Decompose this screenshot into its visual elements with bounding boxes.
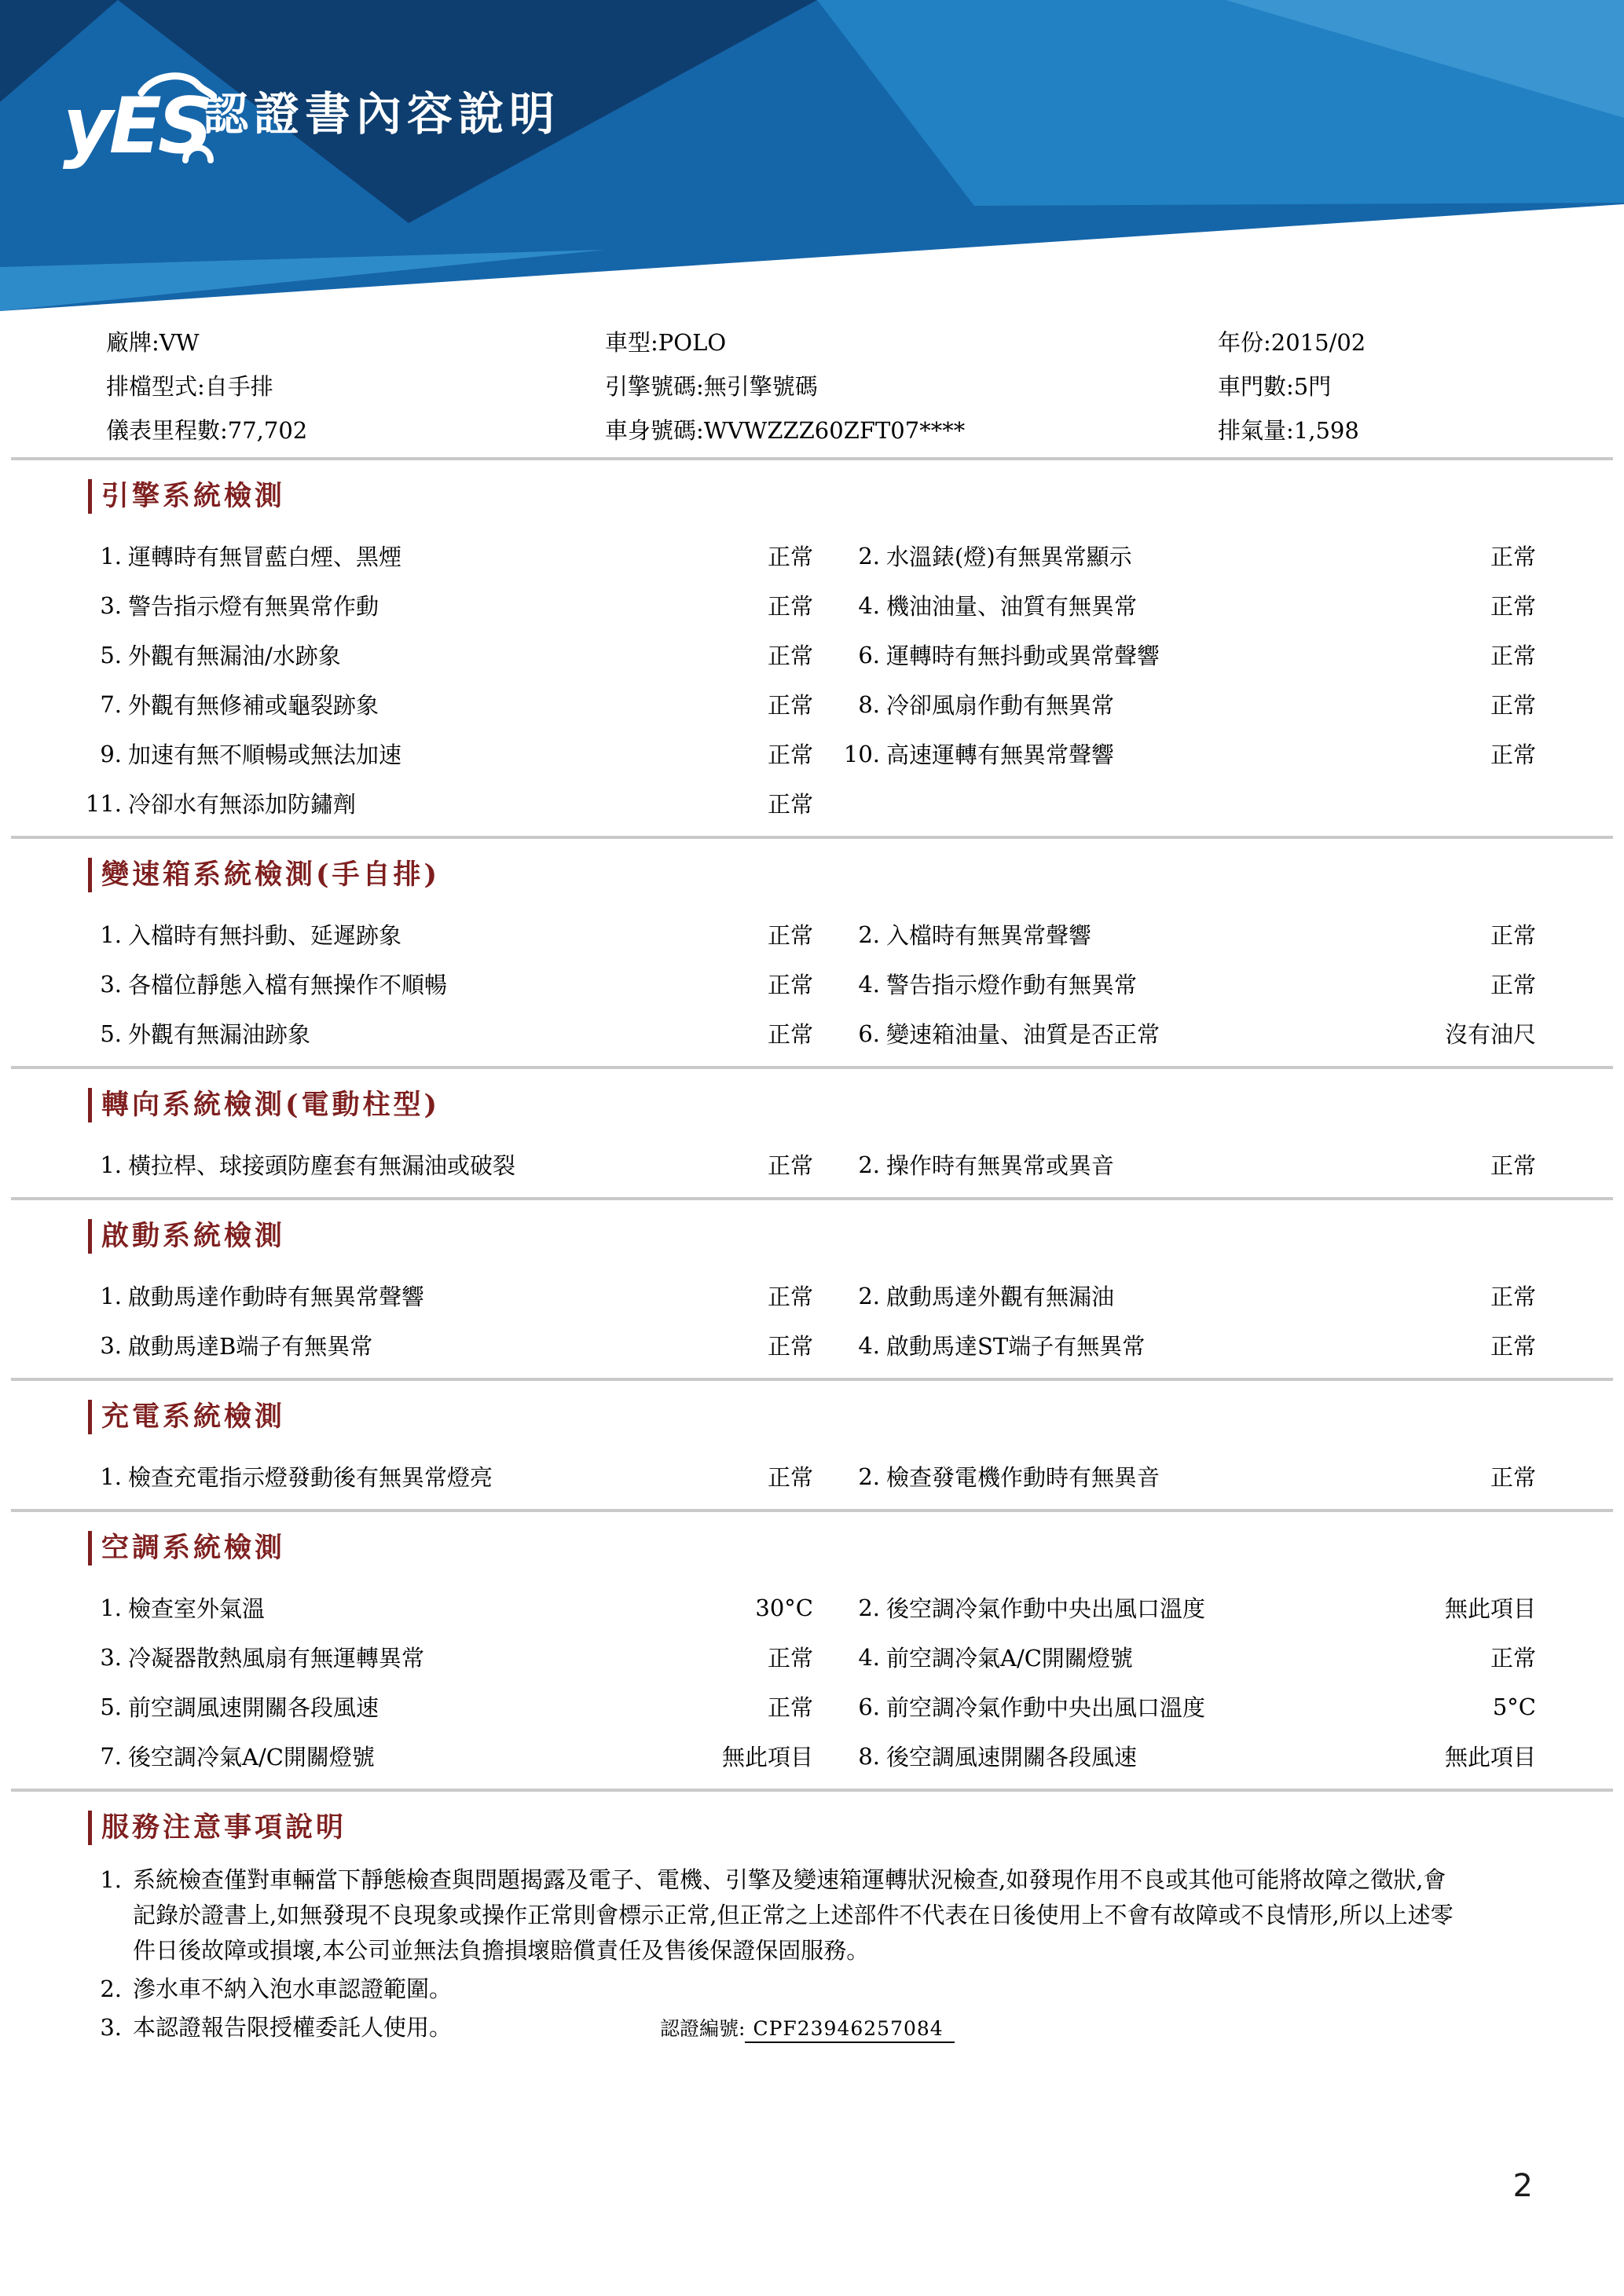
item-result: 正常 [1490,1152,1536,1179]
section-items [0,1271,1624,1370]
item-number: 5. [100,641,122,668]
vehicle-info-value: WVWZZZ60ZFT07**** [703,417,966,444]
item-result: 正常 [1490,643,1536,669]
inspection-item [837,531,1536,580]
inspection-item [837,679,1536,729]
inspection-item [79,580,813,630]
notes-title: 服務注意事項說明 [88,1811,346,1845]
vehicle-info-field [106,320,605,364]
vehicle-info-label: 車身號碼: [605,417,704,444]
inspection-item [837,580,1536,630]
item-number: 3. [100,1331,122,1359]
header-background [0,0,1624,313]
inspection-item [837,729,1536,778]
item-result: 正常 [1490,1283,1536,1310]
item-number: 2. [858,1282,880,1309]
page-title: 認證書內容說明 [203,87,561,141]
item-result: 沒有油尺 [1444,1021,1536,1048]
vehicle-info-field [1218,320,1624,364]
item-result: 正常 [767,742,813,768]
item-result: 正常 [767,1694,813,1721]
item-number: 4. [858,1643,880,1671]
notes-section [0,1792,1624,2046]
inspection-item [837,1583,1536,1632]
item-result: 正常 [1490,742,1536,768]
item-number: 4. [858,970,880,998]
item-number: 5. [100,1693,122,1720]
item-result: 正常 [767,643,813,669]
vehicle-info-label: 儀表里程數: [106,417,228,444]
item-result: 正常 [767,1152,813,1179]
item-result: 正常 [767,593,813,620]
section-items [0,1452,1624,1501]
item-number: 7. [100,690,122,718]
certificate-number-line [660,2011,955,2046]
item-number: 11. [85,789,122,817]
vehicle-info-value: 2015/02 [1270,329,1366,356]
item-label: 檢查發電機作動時有無異音 [886,1464,1160,1491]
item-label: 冷凝器散熱風扇有無運轉異常 [128,1645,425,1672]
note-item [0,1972,1624,2007]
item-label: 檢查室外氣溫 [128,1595,266,1622]
item-result: 正常 [767,544,813,570]
vehicle-info-field [106,408,605,452]
item-label: 外觀有無漏油跡象 [128,1021,311,1048]
item-result: 正常 [1490,544,1536,570]
item-label: 外觀有無修補或龜裂跡象 [128,692,379,719]
inspection-section [0,1200,1624,1381]
yes-logo-text: yES [63,82,210,171]
section-items [0,1583,1624,1781]
item-label: 啟動馬達ST端子有無異常 [886,1333,1146,1360]
item-result: 正常 [1490,1464,1536,1491]
vehicle-info-value: POLO [658,329,727,356]
item-number: 6. [858,1020,880,1047]
item-label: 高速運轉有無異常聲響 [886,742,1115,768]
note-number: 3. [100,2014,122,2041]
item-number: 2. [858,1463,880,1490]
item-number: 2. [858,1594,880,1621]
item-result: 5°C [1492,1693,1536,1720]
vehicle-info-label: 年份: [1218,329,1271,356]
section-title: 變速箱系統檢測(手自排) [88,858,440,892]
vehicle-info-label: 車型: [605,329,658,356]
item-result: 正常 [767,791,813,818]
item-label: 冷卻水有無添加防鏽劑 [128,791,357,818]
inspection-item [79,1452,813,1501]
inspection-item [837,1731,1536,1781]
item-result: 正常 [767,1645,813,1672]
inspection-sections [0,460,1624,1792]
inspection-section [0,839,1624,1069]
item-label: 前空調冷氣A/C開關燈號 [886,1645,1133,1672]
item-label: 入檔時有無抖動、延遲跡象 [128,922,402,949]
item-number: 9. [100,740,122,767]
item-label: 後空調風速開關各段風速 [886,1744,1138,1771]
vehicle-info-value: 5門 [1293,373,1332,400]
item-label: 後空調冷氣作動中央出風口溫度 [886,1595,1206,1622]
note-item [0,2010,1624,2046]
inspection-item [837,959,1536,1009]
vehicle-info-value: 77,702 [227,417,308,444]
section-items [0,531,1624,828]
note-number: 2. [100,1976,122,2002]
item-number: 7. [100,1742,122,1770]
vehicle-info-field [605,408,1218,452]
item-number: 3. [100,970,122,998]
item-number: 8. [858,1742,880,1770]
inspection-item [79,1731,813,1781]
item-label: 啟動馬達外觀有無漏油 [886,1283,1115,1310]
vehicle-info-value: 無引擎號碼 [703,373,818,400]
item-result: 30°C [755,1594,813,1621]
inspection-item [79,1583,813,1632]
item-label: 檢查充電指示燈發動後有無異常燈亮 [128,1464,493,1491]
item-label: 後空調冷氣A/C開關燈號 [128,1744,375,1771]
inspection-item [79,1140,813,1189]
section-title: 充電系統檢測 [88,1400,285,1434]
item-result: 正常 [1490,692,1536,719]
inspection-item [79,1320,813,1370]
item-result: 正常 [767,1283,813,1310]
certificate-number: CPF23946257084 [745,2017,954,2043]
item-label: 冷卻風扇作動有無異常 [886,692,1115,719]
item-label: 水溫錶(燈)有無異常顯示 [886,544,1132,570]
item-number: 6. [858,641,880,668]
inspection-section [0,1069,1624,1200]
inspection-item [837,1682,1536,1731]
item-number: 2. [858,1151,880,1178]
inspection-item [837,1271,1536,1320]
inspection-section [0,460,1624,839]
section-title: 引擎系統檢測 [88,479,285,514]
inspection-item [79,1271,813,1320]
item-number: 1. [100,1282,122,1309]
vehicle-info-grid [0,313,1624,452]
inspection-item [837,1452,1536,1501]
vehicle-info-label: 引擎號碼: [605,373,704,400]
item-label: 機油油量、油質有無異常 [886,593,1138,620]
page-number: 2 [1512,2168,1533,2204]
item-number: 2. [858,921,880,948]
item-number: 2. [858,542,880,569]
item-result: 正常 [1490,922,1536,949]
vehicle-info-value: 自手排 [204,373,273,400]
inspection-section [0,1512,1624,1792]
inspection-item [79,1682,813,1731]
note-item [0,1862,1624,1968]
item-result: 正常 [1490,972,1536,998]
item-label: 啟動馬達作動時有無異常聲響 [128,1283,425,1310]
section-items [0,910,1624,1058]
item-label: 變速箱油量、油質是否正常 [886,1021,1160,1048]
footer-background [0,2227,1624,2296]
vehicle-info-value: 1,598 [1293,417,1359,444]
note-text: 系統檢查僅對車輛當下靜態檢查與問題揭露及電子、電機、引擎及變速箱運轉狀況檢查,如發現作用不良或其他可能將故障之徵狀,會記錄於證書上,如無發現不良現象或操作正常則會標示正常,但正常之上述部件不代表在日後使用上不會有故障或不良情形,所以上述零件日後故障或損壞,本公司並無法負擔損壞賠償責任及售後保證保固服務。 [133,1866,1454,1964]
item-label: 前空調風速開關各段風速 [128,1694,379,1721]
inspection-item [79,630,813,679]
item-result: 正常 [767,1464,813,1491]
inspection-item [79,959,813,1009]
item-label: 啟動馬達B端子有無異常 [128,1333,373,1360]
vehicle-info-field [1218,408,1624,452]
inspection-item [837,1140,1536,1189]
inspection-item [837,1320,1536,1370]
note-text: 滲水車不納入泡水車認證範圍。 [133,1976,453,2002]
vehicle-info-label: 排檔型式: [106,373,205,400]
item-label: 入檔時有無異常聲響 [886,922,1092,949]
vehicle-info-field [106,364,605,408]
vehicle-info-label: 廠牌: [106,329,159,356]
inspection-item [79,778,813,828]
inspection-section [0,1381,1624,1512]
certificate-label: 認證編號: [660,2017,746,2040]
item-number: 4. [858,591,880,619]
section-title: 啟動系統檢測 [88,1219,285,1254]
item-number: 10. [843,740,880,767]
item-number: 1. [100,542,122,569]
inspection-item [79,679,813,729]
notes-list [0,1862,1624,2046]
item-number: 6. [858,1693,880,1720]
item-label: 警告指示燈作動有無異常 [886,972,1138,998]
item-label: 運轉時有無冒藍白煙、黑煙 [128,544,402,570]
item-result: 無此項目 [1444,1595,1536,1622]
item-label: 前空調冷氣作動中央出風口溫度 [886,1694,1206,1721]
item-number: 1. [100,1594,122,1621]
item-number: 1. [100,1463,122,1490]
vehicle-info-value: VW [159,329,200,356]
item-label: 橫拉桿、球接頭防塵套有無漏油或破裂 [128,1152,516,1179]
inspection-item [837,1009,1536,1058]
vehicle-info-field [1218,364,1624,408]
inspection-item [79,1632,813,1682]
note-text: 本認證報告限授權委託人使用。 [133,2014,453,2041]
item-number: 1. [100,1151,122,1178]
inspection-item [837,630,1536,679]
inspection-item [837,910,1536,959]
item-result: 無此項目 [721,1744,813,1771]
item-number: 4. [858,1331,880,1359]
item-result: 正常 [1490,1645,1536,1672]
item-result: 無此項目 [1444,1744,1536,1771]
inspection-item [837,1632,1536,1682]
item-result: 正常 [767,972,813,998]
item-number: 3. [100,1643,122,1671]
inspection-item [79,729,813,778]
yes-logo [63,64,217,174]
section-title: 轉向系統檢測(電動柱型) [88,1088,440,1122]
inspection-item [79,1009,813,1058]
item-label: 警告指示燈有無異常作動 [128,593,379,620]
item-label: 操作時有無異常或異音 [886,1152,1115,1179]
item-number: 3. [100,591,122,619]
item-label: 運轉時有無抖動或異常聲響 [886,643,1160,669]
vehicle-info-field [605,364,1218,408]
vehicle-info-label: 車門數: [1218,373,1294,400]
page-header [0,0,1624,313]
item-result: 正常 [1490,593,1536,620]
inspection-item [79,531,813,580]
item-result: 正常 [767,922,813,949]
item-number: 5. [100,1020,122,1047]
item-number: 8. [858,690,880,718]
inspection-item [79,910,813,959]
item-label: 加速有無不順暢或無法加速 [128,742,402,768]
vehicle-info-field [605,320,1218,364]
vehicle-info-label: 排氣量: [1218,417,1294,444]
item-label: 各檔位靜態入檔有無操作不順暢 [128,972,448,998]
item-number: 1. [100,921,122,948]
section-items [0,1140,1624,1189]
item-label: 外觀有無漏油/水跡象 [128,643,341,669]
item-result: 正常 [1490,1333,1536,1360]
item-result: 正常 [767,1333,813,1360]
item-result: 正常 [767,1021,813,1048]
note-number: 1. [100,1866,122,1893]
section-title: 空調系統檢測 [88,1531,285,1565]
item-result: 正常 [767,692,813,719]
